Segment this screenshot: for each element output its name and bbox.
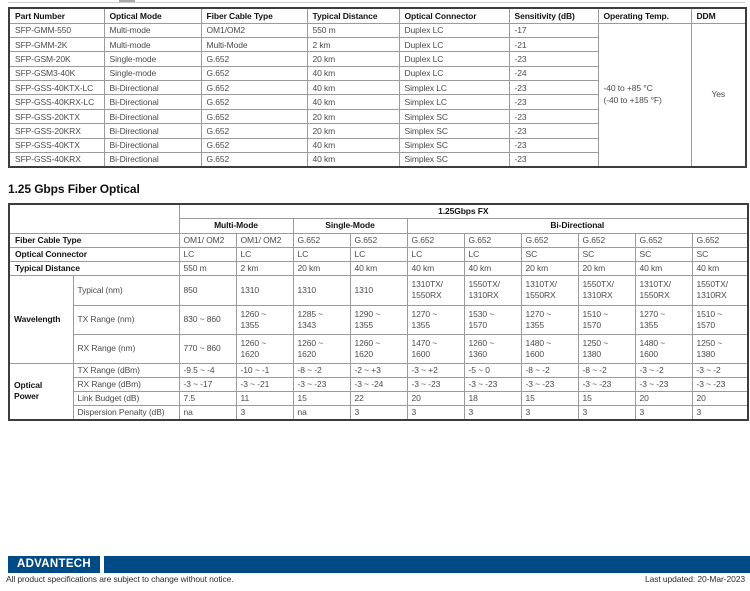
cell: -21 [509, 37, 598, 51]
spec-cell: 3 [635, 405, 692, 420]
spec-cell: OM1/ OM2 [236, 233, 293, 247]
footer-text-row [6, 574, 745, 584]
cell: -24 [509, 66, 598, 80]
cell: Bi-Directional [104, 138, 201, 152]
spec-cell: 1260 ~ 1620 [236, 334, 293, 363]
spec-cell: -3 ~ -23 [635, 377, 692, 391]
spec-cell: 2 km [236, 261, 293, 275]
column-header: Typical Distance [307, 8, 399, 23]
table-header-row [9, 8, 746, 23]
spec-cell: -3 ~ -23 [464, 377, 521, 391]
spec-cell: 20 [635, 391, 692, 405]
blank-corner-cell [9, 204, 179, 233]
cell: Simplex LC [399, 95, 509, 109]
spec-cell: 1480 ~ 1600 [635, 334, 692, 363]
spec-cell: 1530 ~ 1570 [464, 305, 521, 334]
spec-cell: -2 ~ +3 [350, 363, 407, 377]
spec-cell: OM1/ OM2 [179, 233, 236, 247]
spec-cell: -3 ~ -24 [350, 377, 407, 391]
cell: 40 km [307, 95, 399, 109]
spec-cell: 1310 [350, 275, 407, 305]
spec-cell: -8 ~ -2 [578, 363, 635, 377]
param-label: Link Budget (dB) [73, 391, 179, 405]
spec-cell: -3 ~ -2 [635, 363, 692, 377]
cell: Single-mode [104, 52, 201, 66]
spec-cell: 15 [578, 391, 635, 405]
row-label: Typical Distance [9, 261, 179, 275]
cell: Simplex SC [399, 138, 509, 152]
param-label: Dispersion Penalty (dB) [73, 405, 179, 420]
cell: Bi-Directional [104, 81, 201, 95]
cell: SFP-GMM-2K [9, 37, 104, 51]
param-label: RX Range (dBm) [73, 377, 179, 391]
spec-cell: G.652 [692, 233, 748, 247]
spec-cell: -8 ~ -2 [293, 363, 350, 377]
group-label-wavelength: Wavelength [9, 275, 73, 363]
cell: Duplex LC [399, 37, 509, 51]
spec-cell: na [179, 405, 236, 420]
cell: -23 [509, 81, 598, 95]
param-label: TX Range (nm) [73, 305, 179, 334]
spec-cell: -3 ~ -23 [692, 377, 748, 391]
clipped-text-remnant [119, 0, 135, 2]
spec-cell: 3 [236, 405, 293, 420]
spec-cell: -10 ~ -1 [236, 363, 293, 377]
footer-brand-bar [104, 556, 750, 573]
spec-cell: 1270 ~ 1355 [407, 305, 464, 334]
cell: Multi-mode [104, 37, 201, 51]
spec-cell: 20 km [293, 261, 350, 275]
spec-cell: 40 km [692, 261, 748, 275]
spec-cell: 1290 ~ 1355 [350, 305, 407, 334]
last-updated-text: Last updated: 20-Mar-2023 [644, 574, 745, 584]
spec-cell: 3 [692, 405, 748, 420]
spec-cell: -3 ~ +2 [407, 363, 464, 377]
fx-header-row [9, 204, 748, 218]
operating-temp-line1: -40 to +85 °C [603, 83, 653, 94]
cell: G.652 [201, 66, 307, 80]
spec-cell: 850 [179, 275, 236, 305]
spec-cell: 1260 ~ 1620 [293, 334, 350, 363]
spec-cell: 3 [407, 405, 464, 420]
cell: G.652 [201, 109, 307, 123]
spec-cell: -3 ~ -23 [293, 377, 350, 391]
spec-cell: 550 m [179, 261, 236, 275]
cell: SFP-GSS-20KRX [9, 124, 104, 138]
spec-cell: 22 [350, 391, 407, 405]
cell: G.652 [201, 153, 307, 167]
spec-cell: 1270 ~ 1355 [521, 305, 578, 334]
mode-header-multi: Multi-Mode [179, 218, 293, 233]
spec-cell: G.652 [407, 233, 464, 247]
spec-cell: -3 ~ -23 [521, 377, 578, 391]
spec-cell: 1510 ~ 1570 [692, 305, 748, 334]
spec-cell: 3 [521, 405, 578, 420]
spec-cell: LC [350, 247, 407, 261]
table-row [9, 275, 748, 305]
cell: Bi-Directional [104, 95, 201, 109]
spec-cell: 1310TX/ 1550RX [521, 275, 578, 305]
spec-cell: -5 ~ 0 [464, 363, 521, 377]
cell: G.652 [201, 81, 307, 95]
spec-cell: 1270 ~ 1355 [635, 305, 692, 334]
section-title: 1.25 Gbps Fiber Optical [8, 182, 140, 196]
spec-cell: 1550TX/ 1310RX [692, 275, 748, 305]
cell: -23 [509, 52, 598, 66]
fx-header-cell: 1.25Gbps FX [179, 204, 748, 218]
cell: Simplex SC [399, 153, 509, 167]
spec-cell: 18 [464, 391, 521, 405]
row-label: Optical Connector [9, 247, 179, 261]
advantech-logo: ADVANTECH [8, 556, 100, 573]
column-header: Optical Mode [104, 8, 201, 23]
spec-cell: 1470 ~ 1600 [407, 334, 464, 363]
column-header: Sensitivity (dB) [509, 8, 598, 23]
spec-cell: 15 [521, 391, 578, 405]
cell: -23 [509, 95, 598, 109]
table-row [9, 233, 748, 247]
spec-cell: 40 km [464, 261, 521, 275]
spec-cell: G.652 [350, 233, 407, 247]
clipped-table-remnant-line [8, 2, 745, 3]
spec-cell: LC [464, 247, 521, 261]
spec-cell: G.652 [293, 233, 350, 247]
cell: G.652 [201, 138, 307, 152]
cell: 40 km [307, 153, 399, 167]
column-header: Operating Temp. [598, 8, 691, 23]
cell: Simplex SC [399, 124, 509, 138]
spec-cell: na [293, 405, 350, 420]
operating-temp-cell [598, 23, 691, 167]
spec-cell: 1260 ~ 1360 [464, 334, 521, 363]
spec-cell: 1310TX/ 1550RX [635, 275, 692, 305]
spec-cell: 1260 ~ 1355 [236, 305, 293, 334]
table-row [9, 377, 748, 391]
spec-cell: 7.5 [179, 391, 236, 405]
spec-cell: LC [293, 247, 350, 261]
spec-cell: G.652 [578, 233, 635, 247]
mode-header-single: Single-Mode [293, 218, 407, 233]
cell: Duplex LC [399, 66, 509, 80]
spec-cell: 1310TX/ 1550RX [407, 275, 464, 305]
spec-cell: 1310 [293, 275, 350, 305]
table-row [9, 405, 748, 420]
table-row [9, 363, 748, 377]
cell: Duplex LC [399, 23, 509, 37]
cell: SFP-GSS-40KTX-LC [9, 81, 104, 95]
cell: 40 km [307, 81, 399, 95]
param-label: TX Range (dBm) [73, 363, 179, 377]
spec-cell: -3 ~ -17 [179, 377, 236, 391]
spec-cell: 20 km [578, 261, 635, 275]
spec-cell: -8 ~ -2 [521, 363, 578, 377]
spec-cell: LC [236, 247, 293, 261]
cell: 40 km [307, 66, 399, 80]
param-label: RX Range (nm) [73, 334, 179, 363]
spec-cell: G.652 [521, 233, 578, 247]
disclaimer-text: All product specifications are subject to change without notice. [6, 574, 234, 584]
column-header: Fiber Cable Type [201, 8, 307, 23]
cell: Single-mode [104, 66, 201, 80]
cell: Simplex LC [399, 81, 509, 95]
row-label: Fiber Cable Type [9, 233, 179, 247]
spec-cell: -3 ~ -23 [578, 377, 635, 391]
cell: -23 [509, 124, 598, 138]
spec-cell: 830 ~ 860 [179, 305, 236, 334]
spec-cell: -9.5 ~ -4 [179, 363, 236, 377]
cell: SFP-GSS-40KTX [9, 138, 104, 152]
param-label: Typical (nm) [73, 275, 179, 305]
table-row [9, 23, 746, 37]
table-row [9, 261, 748, 275]
spec-cell: 20 km [521, 261, 578, 275]
cell: 20 km [307, 124, 399, 138]
spec-cell: 40 km [635, 261, 692, 275]
spec-cell: SC [692, 247, 748, 261]
cell: Bi-Directional [104, 124, 201, 138]
cell: SFP-GMM-550 [9, 23, 104, 37]
column-header: Part Number [9, 8, 104, 23]
spec-cell: LC [179, 247, 236, 261]
group-label-optical-power: Optical Power [9, 363, 73, 420]
column-header: Optical Connector [399, 8, 509, 23]
spec-cell: 40 km [350, 261, 407, 275]
cell: Bi-Directional [104, 109, 201, 123]
spec-cell: 40 km [407, 261, 464, 275]
spec-cell: 15 [293, 391, 350, 405]
cell: SFP-GSM3-40K [9, 66, 104, 80]
cell: 2 km [307, 37, 399, 51]
spec-cell: 1260 ~ 1620 [350, 334, 407, 363]
spec-cell: LC [407, 247, 464, 261]
cell: Simplex SC [399, 109, 509, 123]
spec-cell: SC [635, 247, 692, 261]
spec-cell: -3 ~ -21 [236, 377, 293, 391]
cell: G.652 [201, 52, 307, 66]
spec-cell: SC [578, 247, 635, 261]
table-row [9, 247, 748, 261]
cell: 20 km [307, 52, 399, 66]
cell: -17 [509, 23, 598, 37]
table-row [9, 391, 748, 405]
sfp-selection-table [8, 7, 747, 168]
spec-cell: G.652 [464, 233, 521, 247]
spec-cell: 1510 ~ 1570 [578, 305, 635, 334]
cell: -23 [509, 109, 598, 123]
cell: SFP-GSS-20KTX [9, 109, 104, 123]
spec-cell: 1480 ~ 1600 [521, 334, 578, 363]
cell: Multi-Mode [201, 37, 307, 51]
spec-cell: 3 [350, 405, 407, 420]
cell: SFP-GSM-20K [9, 52, 104, 66]
cell: G.652 [201, 124, 307, 138]
spec-cell: -3 ~ -2 [692, 363, 748, 377]
cell: SFP-GSS-40KRX [9, 153, 104, 167]
spec-cell: 1310 [236, 275, 293, 305]
ddm-cell: Yes [691, 23, 746, 167]
cell: G.652 [201, 95, 307, 109]
cell: Multi-mode [104, 23, 201, 37]
spec-cell: -3 ~ -23 [407, 377, 464, 391]
cell: Duplex LC [399, 52, 509, 66]
column-header: DDM [691, 8, 746, 23]
fx-spec-table [8, 203, 749, 421]
cell: 550 m [307, 23, 399, 37]
spec-cell: 3 [464, 405, 521, 420]
spec-cell: 20 [692, 391, 748, 405]
mode-header-bidirectional: Bi-Directional [407, 218, 748, 233]
spec-cell: 20 [407, 391, 464, 405]
spec-cell: 1250 ~ 1380 [578, 334, 635, 363]
spec-cell: 1550TX/ 1310RX [464, 275, 521, 305]
cell: Bi-Directional [104, 153, 201, 167]
spec-cell: G.652 [635, 233, 692, 247]
cell: SFP-GSS-40KRX-LC [9, 95, 104, 109]
cell: -23 [509, 153, 598, 167]
spec-cell: 11 [236, 391, 293, 405]
spec-cell: 3 [578, 405, 635, 420]
table-row [9, 305, 748, 334]
cell: 40 km [307, 138, 399, 152]
table-row [9, 334, 748, 363]
spec-cell: 1285 ~ 1343 [293, 305, 350, 334]
cell: 20 km [307, 109, 399, 123]
cell: OM1/OM2 [201, 23, 307, 37]
spec-cell: 770 ~ 860 [179, 334, 236, 363]
spec-cell: 1550TX/ 1310RX [578, 275, 635, 305]
operating-temp-line2: (-40 to +185 °F) [603, 94, 662, 105]
spec-cell: 1250 ~ 1380 [692, 334, 748, 363]
cell: -23 [509, 138, 598, 152]
spec-cell: SC [521, 247, 578, 261]
